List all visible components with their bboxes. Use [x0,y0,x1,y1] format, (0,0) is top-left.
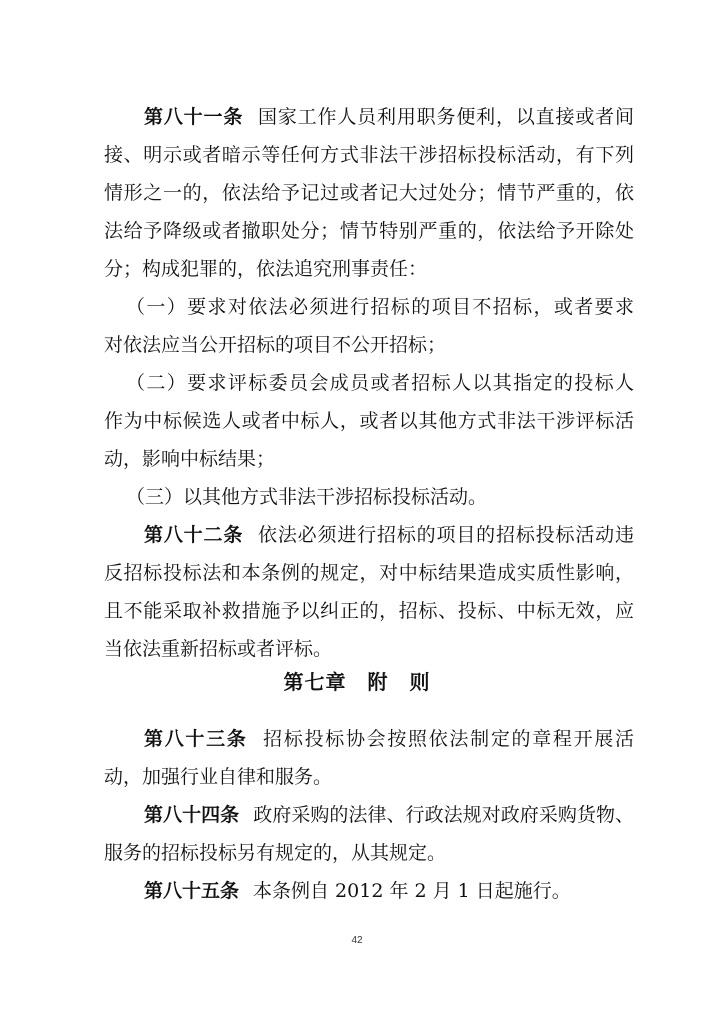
article-84-line-1 [144,802,634,828]
article-81-item-2-line-1: （二）要求评标委员会成员或者招标人以其指定的投标人 [126,372,634,394]
article-82-text-1: 依法必须进行招标的项目的招标投标活动违 [257,524,634,546]
article-82-line-2: 反招标投标法和本条例的规定，对中标结果造成实质性影响， [104,562,634,584]
article-85-label: 第八十五条 [144,880,240,902]
article-81-line-5: 分；构成犯罪的，依法追究刑事责任： [104,258,428,280]
article-81-item-2-line-3: 动，影响中标结果； [104,448,276,470]
chapter-heading: 第七章 附 则 [283,670,431,694]
article-82-line-4: 当依法重新招标或者评标。 [104,638,333,660]
article-81-item-1-line-2: 对依法应当公开招标的项目不公开招标； [104,334,447,356]
article-85-line-1 [144,878,634,904]
article-81-item-2-line-2: 作为中标候选人或者中标人，或者以其他方式非法干涉评标活 [104,410,634,432]
page-number: 42 [351,935,363,946]
article-81-item-1-line-1: （一）要求对依法必须进行招标的项目不招标，或者要求 [126,296,634,318]
article-83-line-1 [144,726,634,752]
article-81-label: 第八十一条 [144,106,244,128]
article-84-text-1: 政府采购的法律、行政法规对政府采购货物、 [253,804,634,826]
article-81-item-3-line-1: （三）以其他方式非法干涉招标投标活动。 [126,486,488,508]
article-84-label: 第八十四条 [144,804,240,826]
article-82-line-3: 且不能采取补救措施予以纠正的，招标、投标、中标无效，应 [104,600,634,622]
article-83-line-2: 动，加强行业自律和服务。 [104,766,333,788]
article-81-line-1 [144,104,634,130]
article-83-label: 第八十三条 [144,728,248,750]
article-85-text-1: 本条例自 2012 年 2 月 1 日起施行。 [253,880,571,902]
article-81-text-1: 国家工作人员利用职务便利，以直接或者间 [257,106,634,128]
article-81-line-4: 法给予降级或者撤职处分；情节特别严重的，依法给予开除处 [104,220,634,242]
article-82-label: 第八十二条 [144,524,244,546]
article-81-line-3: 情形之一的，依法给予记过或者记大过处分；情节严重的，依 [104,182,634,204]
article-83-text-1: 招标投标协会按照依法制定的章程开展活 [261,728,634,750]
article-84-line-2: 服务的招标投标另有规定的，从其规定。 [104,842,447,864]
article-81-line-2: 接、明示或者暗示等任何方式非法干涉招标投标活动，有下列 [104,144,634,166]
article-82-line-1 [144,522,634,548]
